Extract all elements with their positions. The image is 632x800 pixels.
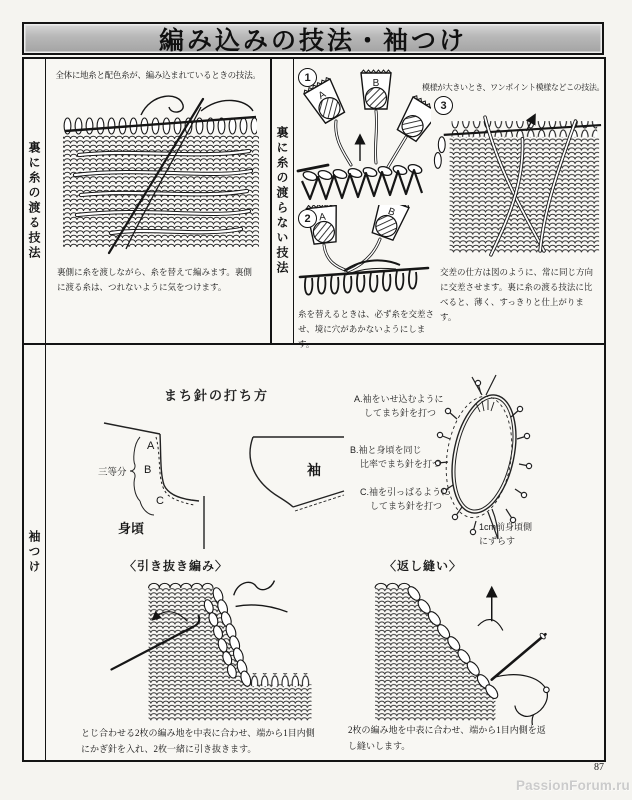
backstitch-caption: 2枚の編み地を中表に合わせ、端から1目内側を返し縫いします。 <box>348 725 546 751</box>
slip-stitch-caption: とじ合わせる2枚の編み地を中表に合わせ、端から1目内側にかぎ針を入れ、2枚一緒に引き抜きます。 <box>81 728 315 754</box>
pin-note-c-line2: してまち針を打つ <box>370 500 443 511</box>
section-sleeve <box>24 345 604 760</box>
step-1-badge: 1 <box>298 68 317 87</box>
sleeve-piece-label: 袖 <box>307 462 321 478</box>
stranded-content <box>46 59 270 343</box>
bobbin-a2-label: A <box>318 211 327 224</box>
crossed-yarn-fabric-illustration <box>428 111 605 261</box>
backstitch-title: 〈返し縫い〉 <box>384 559 463 573</box>
pin-note-a-line2: してまち針を打つ <box>364 407 437 418</box>
stranded-label-strip <box>24 59 46 343</box>
body-piece-label: 身頃 <box>118 521 145 536</box>
intarsia-content <box>294 59 605 349</box>
top-row <box>24 59 605 349</box>
shift-note-line1: 1cm前身頃側 <box>479 522 533 532</box>
page-title: 編み込みの技法・袖つけ <box>158 26 467 55</box>
page-number: 87 <box>594 762 604 773</box>
pin-method-heading: まち針の打ち方 <box>164 388 270 403</box>
intarsia-caption-cross: 交差の仕方は図のように、常に同じ方向に交差させます。裏に糸の渡る技法に比べると、薄く、すっきりと仕上がります。 <box>440 267 594 322</box>
pin-note-a-line1: A.袖をいせ込むように <box>354 394 444 404</box>
divide-label: 三等分 <box>98 467 127 478</box>
backstitch-illustration <box>346 575 581 725</box>
pin-note-a <box>354 393 444 420</box>
body-mark-a: A <box>147 440 155 452</box>
bobbins-step1-illustration <box>296 65 431 205</box>
pin-note-c <box>360 486 450 513</box>
body-piece-diagram <box>94 401 229 551</box>
pin-note-b <box>350 444 441 471</box>
watermark: PassionForum.ru <box>515 778 630 793</box>
section-intarsia <box>272 59 605 349</box>
main-frame <box>22 57 606 762</box>
intarsia-caption-change: 糸を替えるときは、必ず糸を交差させ、境に穴があかないようにします。 <box>298 309 435 349</box>
bobbin-b2-label: B <box>386 206 397 219</box>
pin-note-b-line1: B.袖と身頃を同じ <box>350 445 422 455</box>
body-mark-c: C <box>156 495 164 507</box>
sleeve-content <box>46 345 604 760</box>
intarsia-label-strip <box>272 59 294 343</box>
slip-stitch-illustration <box>88 575 323 725</box>
step-3-badge: 3 <box>434 96 453 115</box>
bobbin-b-label: B <box>372 78 380 89</box>
shift-note-line2: にずらす <box>479 535 516 546</box>
page-title-bar <box>22 22 604 55</box>
slip-stitch-title: 〈引き抜き編み〉 <box>124 559 229 573</box>
sleeve-piece-diagram <box>231 419 346 524</box>
sleeve-label-strip <box>24 345 46 760</box>
body-mark-b: B <box>144 464 152 476</box>
section-stranded <box>24 59 272 343</box>
shift-note <box>479 521 532 548</box>
step-2-badge: 2 <box>298 209 317 228</box>
intarsia-intro: 模様が大きいとき、ワンポイント模様などこの技法。 <box>422 83 605 92</box>
pin-note-b-line2: 比率でまち針を打つ <box>360 458 442 469</box>
stranded-fabric-illustration <box>51 81 266 259</box>
stranded-intro: 全体に地糸と配色糸が、編み込まれているときの技法。 <box>55 70 261 80</box>
intarsia-label: 裏に糸の渡らない技法 <box>275 126 289 276</box>
stranded-label: 裏に糸の渡る技法 <box>27 141 41 261</box>
sleeve-label: 袖つけ <box>27 530 41 575</box>
bobbin-a-label: A <box>316 89 328 103</box>
stranded-caption: 裏側に糸を渡しながら、糸を替えて編みます。裏側に渡る糸は、つれないように気をつけます。 <box>57 267 252 292</box>
pin-note-c-line1: C.袖を引っぱるように <box>360 487 451 497</box>
